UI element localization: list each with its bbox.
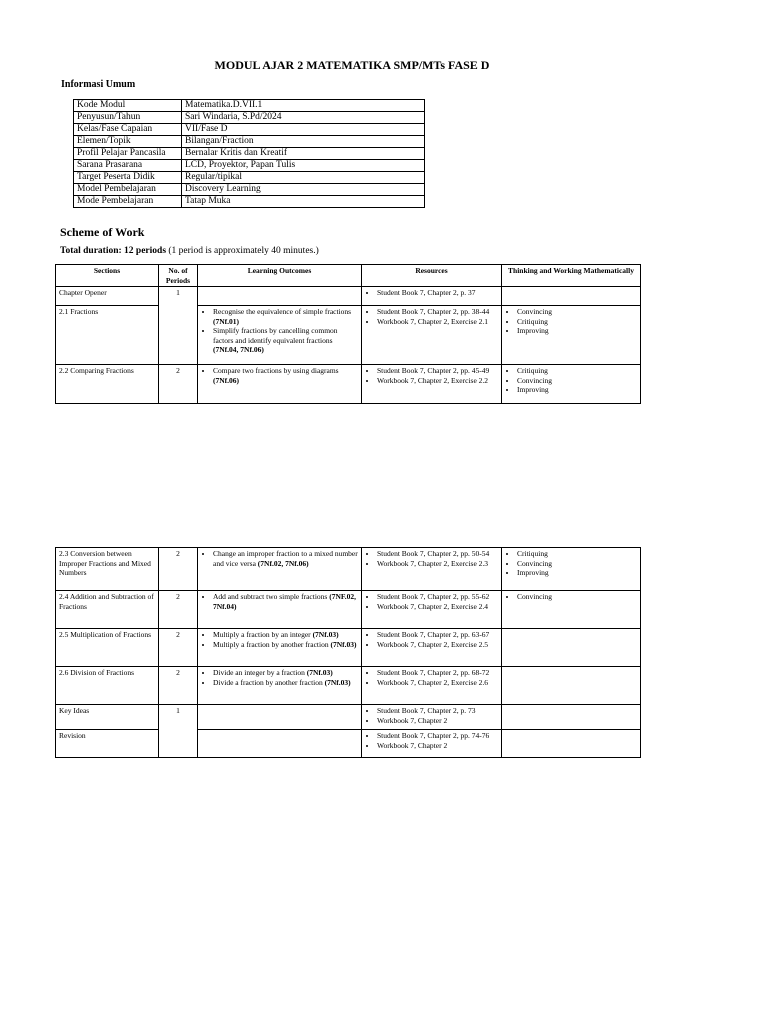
thinking-item: • Critiquing [517,317,637,327]
info-key: Kode Modul [74,100,182,112]
info-value: Tatap Muka [182,196,425,208]
resource-item: • Student Book 7, Chapter 2, pp. 68-72 [377,668,498,678]
outcomes-cell [198,306,362,365]
section-cell: 2.6 Division of Fractions [56,667,159,705]
resources-cell [362,306,502,365]
resources-cell [362,629,502,667]
periods-cell: 2 [159,629,198,667]
header-row [56,265,641,287]
info-row [74,112,425,124]
resource-item: • Student Book 7, Chapter 2, pp. 45-49 [377,366,498,376]
resources-cell [362,287,502,306]
outcome-item: • Compare two fractions by using diagrams (7Nf.06) [213,366,358,385]
thinking-item: • Convincing [517,592,637,602]
table-row [56,667,641,705]
table-row [56,548,641,591]
outcomes-cell [198,705,362,730]
info-row [74,148,425,160]
header-resources: Resources [362,265,502,287]
info-value: VII/Fase D [182,124,425,136]
thinking-cell [502,306,641,365]
info-row [74,124,425,136]
resources-cell [362,591,502,629]
thinking-item: • Improving [517,385,637,395]
resource-item: • Workbook 7, Chapter 2, Exercise 2.5 [377,640,498,650]
info-value: Regular/tipikal [182,172,425,184]
section-cell: 2.1 Fractions [56,306,159,365]
info-value: Sari Windaria, S.Pd/2024 [182,112,425,124]
periods-cell: 1 [159,287,198,365]
duration-line [60,246,319,256]
outcomes-cell [198,667,362,705]
periods-cell: 2 [159,548,198,591]
resource-item: • Student Book 7, Chapter 2, pp. 63-67 [377,630,498,640]
table-row [56,365,641,404]
header-periods: No. of Periods [159,265,198,287]
outcome-item: • Multiply a fraction by another fraction (7Nf.03) [213,640,358,650]
thinking-cell [502,591,641,629]
info-row [74,172,425,184]
info-key: Kelas/Fase Capaian [74,124,182,136]
resource-item: • Student Book 7, Chapter 2, p. 37 [377,288,498,298]
resource-item: • Workbook 7, Chapter 2, Exercise 2.3 [377,559,498,569]
outcomes-cell [198,591,362,629]
info-value: Discovery Learning [182,184,425,196]
info-row [74,184,425,196]
scheme-heading: Scheme of Work [60,225,145,239]
section-cell: 2.5 Multiplication of Fractions [56,629,159,667]
section-cell: 2.3 Conversion between Improper Fractions and Mixed Numbers [56,548,159,591]
resources-cell [362,730,502,758]
info-value: LCD, Proyektor, Papan Tulis [182,160,425,172]
info-key: Penyusun/Tahun [74,112,182,124]
section-cell: Key Ideas [56,705,159,730]
thinking-cell [502,705,641,730]
outcome-item: • Simplify fractions by cancelling common factors and identify equivalent fractions (7Nf.04, 7Nf.06) [213,326,358,355]
resource-item: • Workbook 7, Chapter 2, Exercise 2.4 [377,602,498,612]
outcome-item: • Divide an integer by a fraction (7Nf.03) [213,668,358,678]
info-row [74,100,425,112]
periods-cell: 2 [159,667,198,705]
table-row [56,306,641,365]
header-sections: Sections [56,265,159,287]
thinking-cell [502,548,641,591]
thinking-item: • Critiquing [517,366,637,376]
thinking-item: • Convincing [517,559,637,569]
resource-item: • Student Book 7, Chapter 2, pp. 74-76 [377,731,498,741]
header-thinking: Thinking and Working Mathematically [502,265,641,287]
info-key: Target Peserta Didik [74,172,182,184]
resources-cell [362,365,502,404]
document-title: MODUL AJAR 2 MATEMATIKA SMP/MTs FASE D [214,58,490,72]
outcome-item: • Change an improper fraction to a mixed number and vice versa (7Nf.02, 7Nf.06) [213,549,358,568]
section-cell: Revision [56,730,159,758]
section-cell: 2.4 Addition and Subtraction of Fractions [56,591,159,629]
resource-item: • Student Book 7, Chapter 2, pp. 38-44 [377,307,498,317]
info-heading: Informasi Umum [61,79,136,90]
info-value: Matematika.D.VII.1 [182,100,425,112]
duration-note: (1 period is approximately 40 minutes.) [166,246,319,256]
outcomes-cell [198,730,362,758]
thinking-cell [502,287,641,306]
section-cell: 2.2 Comparing Fractions [56,365,159,404]
outcome-item: • Add and subtract two simple fractions (7NF.02, 7Nf.04) [213,592,358,611]
scheme-table-part-2 [55,547,641,758]
info-key: Model Pembelajaran [74,184,182,196]
periods-cell: 2 [159,365,198,404]
outcome-item: • Divide a fraction by another fraction (7Nf.03) [213,678,358,688]
info-row [74,136,425,148]
resource-item: • Student Book 7, Chapter 2, pp. 55-62 [377,592,498,602]
outcome-item: • Multiply a fraction by an integer (7Nf.03) [213,630,358,640]
duration-label: Total duration: 12 periods [60,246,167,256]
info-key: Mode Pembelajaran [74,196,182,208]
info-row [74,196,425,208]
section-cell: Chapter Opener [56,287,159,306]
thinking-cell [502,667,641,705]
info-row [74,160,425,172]
outcomes-cell [198,287,362,306]
outcomes-cell [198,548,362,591]
resources-cell [362,667,502,705]
info-value: Bilangan/Fraction [182,136,425,148]
table-row [56,730,641,758]
resource-item: • Workbook 7, Chapter 2 [377,716,498,726]
resource-item: • Workbook 7, Chapter 2 [377,741,498,751]
info-table [73,99,425,208]
table-row [56,629,641,667]
thinking-item: • Critiquing [517,549,637,559]
resource-item: • Student Book 7, Chapter 2, pp. 50-54 [377,549,498,559]
table-row [56,287,641,306]
resources-cell [362,548,502,591]
table-row [56,591,641,629]
periods-cell: 1 [159,705,198,758]
thinking-item: • Convincing [517,376,637,386]
resource-item: • Workbook 7, Chapter 2, Exercise 2.6 [377,678,498,688]
thinking-item: • Convincing [517,307,637,317]
outcomes-cell [198,365,362,404]
thinking-item: • Improving [517,568,637,578]
resource-item: • Student Book 7, Chapter 2, p. 73 [377,706,498,716]
scheme-table-part-1 [55,264,641,404]
periods-cell: 2 [159,591,198,629]
thinking-cell [502,730,641,758]
outcome-item: • Recognise the equivalence of simple fractions (7Nf.01) [213,307,358,326]
info-key: Sarana Prasarana [74,160,182,172]
thinking-cell [502,629,641,667]
table-row [56,705,641,730]
outcomes-cell [198,629,362,667]
header-outcomes: Learning Outcomes [198,265,362,287]
resource-item: • Workbook 7, Chapter 2, Exercise 2.2 [377,376,498,386]
thinking-cell [502,365,641,404]
info-value: Bernalar Kritis dan Kreatif [182,148,425,160]
thinking-item: • Improving [517,326,637,336]
resources-cell [362,705,502,730]
info-key: Elemen/Topik [74,136,182,148]
info-key: Profil Pelajar Pancasila [74,148,182,160]
resource-item: • Workbook 7, Chapter 2, Exercise 2.1 [377,317,498,327]
